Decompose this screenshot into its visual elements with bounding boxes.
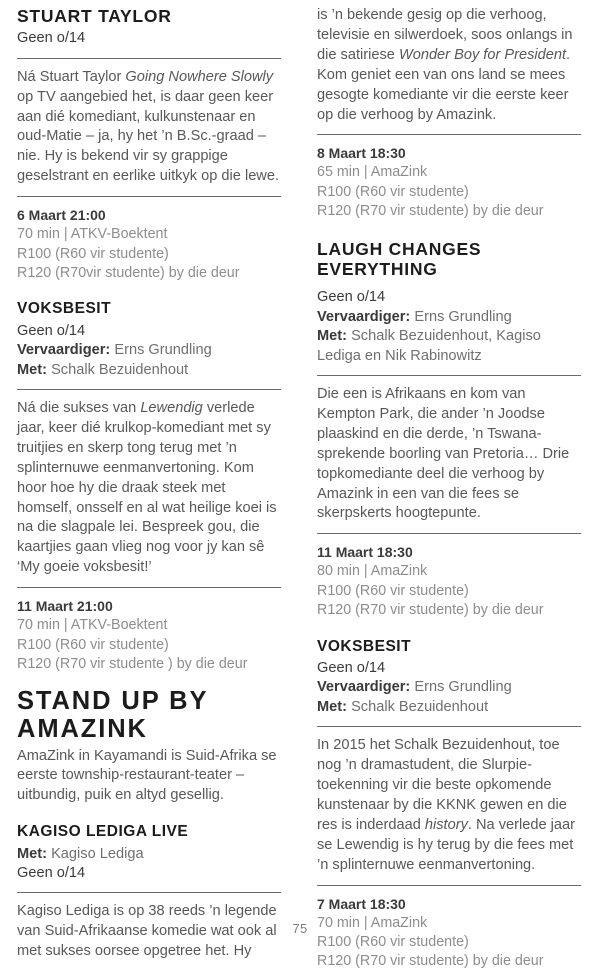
show-meta <box>17 322 281 380</box>
credit-label: Vervaardiger: <box>317 308 411 325</box>
listing-duration-venue: 70 min | AmaZink <box>317 914 428 931</box>
credit-cast <box>17 845 281 864</box>
right-column <box>317 6 581 972</box>
credit-cast <box>317 327 581 366</box>
divider <box>17 196 281 197</box>
listing-price-door: R120 (R70 vir studente) by die deur <box>317 953 544 970</box>
listing-price-door: R120 (R70 vir studente) by die deur <box>317 602 544 619</box>
show-meta <box>17 845 281 884</box>
credit-label: Met: <box>17 361 47 378</box>
listing-duration-venue: 65 min | AmaZink <box>317 164 428 181</box>
credit-label: Vervaardiger: <box>317 679 411 696</box>
credit-value: Kagiso Lediga <box>51 845 144 862</box>
credit-value: Erns Grundling <box>114 342 212 359</box>
show-description: Ná die sukses van Lewendig verlede jaar, keer dié krulkop-komediant met sy truitjies en skerp tong terug met ’n splinternuwe eenmanvertoning. Kom hoor hoe hy die draak steek met homself, onsself en al wat heilige koei is na die slagpale lei. Bespreek gou, die kaartjies gaan vlieg nog voor jy kan sê ‘My goeie voksbesit!’ <box>17 399 277 576</box>
show-description-continued: is ’n bekende gesig op die verhoog, televisie en silwerdoek, soos onlangs in die satiriese Wonder Boy for President. Kom geniet een van ons land se mees gesogte komediante vir die eerste keer op die verhoog by Amazink. <box>317 7 573 123</box>
show-description: Kagiso Lediga is op 38 reeds ’n legende van Suid-Afrikaanse komedie wat ook al met sukses oorsee opgetree het. Hy <box>17 903 277 960</box>
venue-intro: AmaZink in Kayamandi is Suid-Afrika se eerste township-restaurant-teater – uitbundig, puik en altyd gesellig. <box>17 747 277 804</box>
listing-duration-venue: 70 min | ATKV-Boektent <box>17 226 168 243</box>
credit-producer <box>317 678 581 697</box>
show-entry-voksbesit-left <box>17 300 281 674</box>
credit-producer <box>317 308 581 327</box>
listing-price-standard: R100 (R60 vir studente) <box>317 183 469 200</box>
credit-value: Schalk Bezuidenhout <box>51 361 189 378</box>
left-column <box>17 6 281 962</box>
age-rating: Geen o/14 <box>17 864 86 881</box>
credit-producer <box>17 341 281 360</box>
credit-value: Schalk Bezuidenhout, Kagiso Lediga en Nik Rabinowitz <box>317 328 541 364</box>
performance-listing <box>17 206 281 283</box>
listing-date: 11 Maart 18:30 <box>317 544 413 561</box>
show-entry-kagiso-lediga-continued <box>317 6 581 222</box>
divider <box>17 892 281 893</box>
show-meta <box>317 288 581 366</box>
divider <box>317 134 581 135</box>
show-title: VOKSBESIT <box>17 300 112 318</box>
show-title: VOKSBESIT <box>317 637 412 655</box>
age-rating: Geen o/14 <box>17 322 86 339</box>
age-rating: Geen o/14 <box>317 659 386 676</box>
show-meta <box>17 29 281 48</box>
credit-value: Erns Grundling <box>414 308 512 325</box>
page-number: 75 <box>292 921 308 936</box>
divider <box>317 533 581 534</box>
divider <box>17 389 281 390</box>
listing-date: 11 Maart 21:00 <box>17 598 113 615</box>
listing-duration-venue: 70 min | ATKV-Boektent <box>17 617 168 634</box>
divider <box>17 58 281 59</box>
performance-listing <box>317 144 581 221</box>
show-description: Die een is Afrikaans en kom van Kempton Park, die ander ’n Joodse plaaskind en die derde, ’n Tswana-sprekende boorling van Pretoria… Drie topkomediante deel die verhoog by Amazink in een van die fees se skerpskerts hoogtepunte. <box>317 386 570 522</box>
credit-value: Erns Grundling <box>414 679 512 696</box>
divider <box>317 885 581 886</box>
age-rating: Geen o/14 <box>317 289 386 306</box>
credit-cast <box>17 361 281 380</box>
credit-label: Vervaardiger: <box>17 342 111 359</box>
divider <box>17 587 281 588</box>
show-entry-kagiso-lediga-live <box>17 823 281 962</box>
venue-entry-stand-up-by-amazink <box>17 688 281 806</box>
show-meta <box>317 659 581 717</box>
listing-price-standard: R100 (R60 vir studente) <box>17 245 169 262</box>
listing-price-standard: R100 (R60 vir studente) <box>317 934 469 950</box>
listing-date: 8 Maart 18:30 <box>317 145 406 162</box>
two-column-layout <box>17 6 583 972</box>
listing-date: 7 Maart 18:30 <box>317 895 406 912</box>
credit-label: Met: <box>17 845 47 862</box>
credit-label: Met: <box>317 328 347 345</box>
listing-price-door: R120 (R70vir studente) by die deur <box>17 265 240 282</box>
divider <box>317 726 581 727</box>
show-entry-laugh-changes-everything <box>317 239 581 621</box>
show-description: In 2015 het Schalk Bezuidenhout, toe nog ’n dramastudent, die Slurpie-toekenning vir die beste opkomende kunstenaar by die KKNK gewen en die res is inderdaad history. Na verlede jaar se Lewendig is hy terug by die fees met ’n splinternuwe eenmanvertoning. <box>317 737 575 873</box>
performance-listing <box>17 597 281 674</box>
listing-price-door: R120 (R70 vir studente ) by die deur <box>17 656 248 673</box>
venue-title: STAND UP BY AMAZINK <box>17 687 208 744</box>
show-title: KAGISO LEDIGA LIVE <box>17 823 189 841</box>
show-description: Ná Stuart Taylor Going Nowhere Slowly op TV aangebied het, is daar geen keer aan dié komediant, kulkunstenaar en oud-Matie – ja, hy het ’n B.Sc.-graad – nie. Hy is bekend vir sy grappige geselstrant en eerlike uitkyk op die lewe. <box>17 68 280 185</box>
performance-listing <box>317 543 581 620</box>
age-rating: Geen o/14 <box>17 30 86 47</box>
show-title: STUART TAYLOR <box>17 6 172 26</box>
listing-date: 6 Maart 21:00 <box>17 207 106 224</box>
divider <box>317 375 581 376</box>
credit-value: Schalk Bezuidenhout <box>351 698 489 715</box>
show-title: LAUGH CHANGES EVERYTHING <box>317 238 482 280</box>
show-entry-stuart-taylor <box>17 6 281 283</box>
listing-duration-venue: 80 min | AmaZink <box>317 563 428 580</box>
credit-cast <box>317 698 581 717</box>
listing-price-standard: R100 (R60 vir studente) <box>317 582 469 599</box>
credit-label: Met: <box>317 698 347 715</box>
listing-price-standard: R100 (R60 vir studente) <box>17 636 169 653</box>
listing-price-door: R120 (R70 vir studente) by die deur <box>317 203 544 220</box>
